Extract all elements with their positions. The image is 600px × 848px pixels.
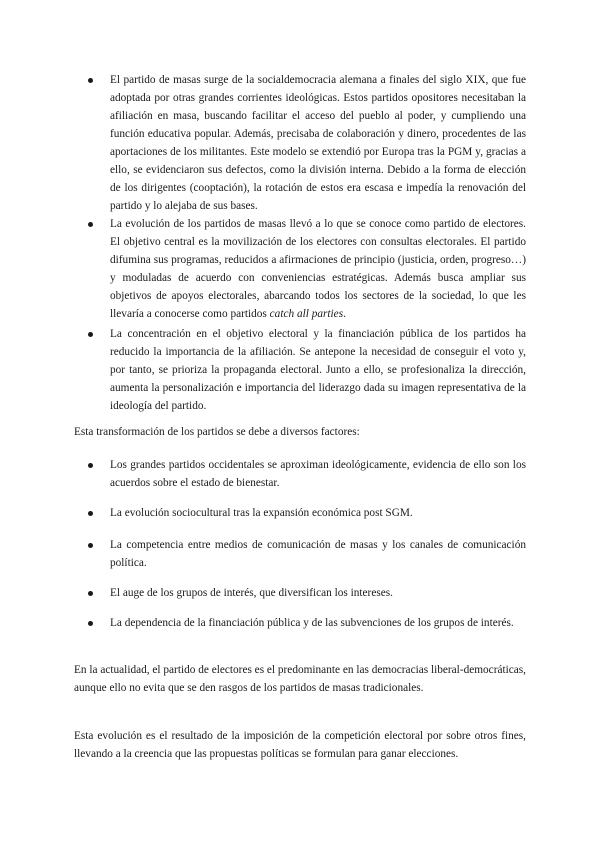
list-item-text: Los grandes partidos occidentales se aproximan ideológicamente, evidencia de ello son los acuerdos sobre el estado de bienestar.: [110, 459, 526, 489]
bullet-icon: [88, 543, 93, 548]
list-item: [0, 614, 526, 632]
paragraph-actualidad: En la actualidad, el partido de electores es el predominante en las democracias liberal-democráticas, aunque ello no evita que se den rasgos de los partidos de masas tradicionales.: [74, 664, 526, 694]
paragraph-final: Esta evolución es el resultado de la imposición de la competición electoral por sobre otros fines, llevando a la creencia que las propuestas políticas se formulan para ganar elecciones.: [74, 730, 526, 760]
list-item-text: La competencia entre medios de comunicación de masas y los canales de comunicación política.: [110, 539, 526, 569]
list-item-text: La evolución de los partidos de masas llevó a lo que se conoce como partido de electores. El objetivo central es la movilización de los electores con consultas electorales. El partido difumina sus programas, reducidos a afirmaciones de principio (justicia, orden, progreso…) y moduladas de acuerdo con conveniencias estratégicas. Además busca ampliar sus objetivos de apoyos electorales, abarcando todos los sectores de la sociedad, lo que les llevaría a conocerse como partidos: [110, 218, 526, 320]
bullet-icon: [88, 78, 93, 83]
bullet-icon: [88, 511, 93, 516]
list-item-text: El auge de los grupos de interés, que diversifican los intereses.: [110, 587, 393, 599]
list-item: [0, 504, 526, 522]
list-item-emphasis: catch all parties: [269, 308, 344, 320]
bullet-list-factors-1: [0, 456, 600, 492]
bullet-icon: [88, 463, 93, 468]
bullet-list-party-evolution: [0, 71, 600, 212]
list-item: [0, 325, 526, 415]
list-item: [0, 71, 526, 212]
bullet-list-factors-2: [0, 504, 600, 522]
bullet-list-factors-5: [0, 614, 600, 632]
list-item-text: La dependencia de la financiación pública y de las subvenciones de los grupos de interés.: [110, 617, 514, 629]
bullet-icon: [88, 332, 93, 337]
list-item-text-end: .: [343, 308, 346, 320]
list-item-text: El partido de masas surge de la socialdemocracia alemana a finales del siglo XIX, que fue adoptada por otras grandes corrientes ideológicas. Estos partidos opositores necesitaban la afiliación en masa, buscando facilitar el acceso del pueblo al poder, y cumpliendo una función educativa popular. Además, precisaba de colaboración y dinero, procedentes de las aportaciones de los militantes. Este modelo se extendió por Europa tras la PGM y, gracias a ello, se evidenciaron sus defectos, como la división interna. Debido a la forma de elección de los dirigentes (cooptación), la rotación de estos era escasa e impedía la renovación del partido y lo alejaba de sus bases.: [110, 74, 526, 212]
bullet-list-factors-3: [0, 536, 600, 572]
list-item-text: La concentración en el objetivo electoral y la financiación pública de los partidos ha reducido la importancia de la afiliación. Se antepone la necesidad de conseguir el voto y, por tanto, se prioriza la propaganda electoral. Junto a ello, se profesionaliza la dirección, aumenta la personalización e importancia del liderazgo dada su imagen representativa de la ideología del partido.: [110, 328, 526, 412]
list-item: [0, 456, 526, 492]
bullet-list-party-evolution-2: [0, 215, 600, 323]
intro-factors: Esta transformación de los partidos se debe a diversos factores:: [74, 426, 360, 438]
list-item: [0, 584, 526, 602]
list-item: [0, 536, 526, 572]
bullet-icon: [88, 621, 93, 626]
bullet-icon: [88, 222, 93, 227]
bullet-list-factors-4: [0, 584, 600, 602]
list-item-text: La evolución sociocultural tras la expansión económica post SGM.: [110, 507, 413, 519]
bullet-icon: [88, 591, 93, 596]
list-item: [0, 215, 526, 323]
bullet-list-party-evolution-3: [0, 325, 600, 415]
